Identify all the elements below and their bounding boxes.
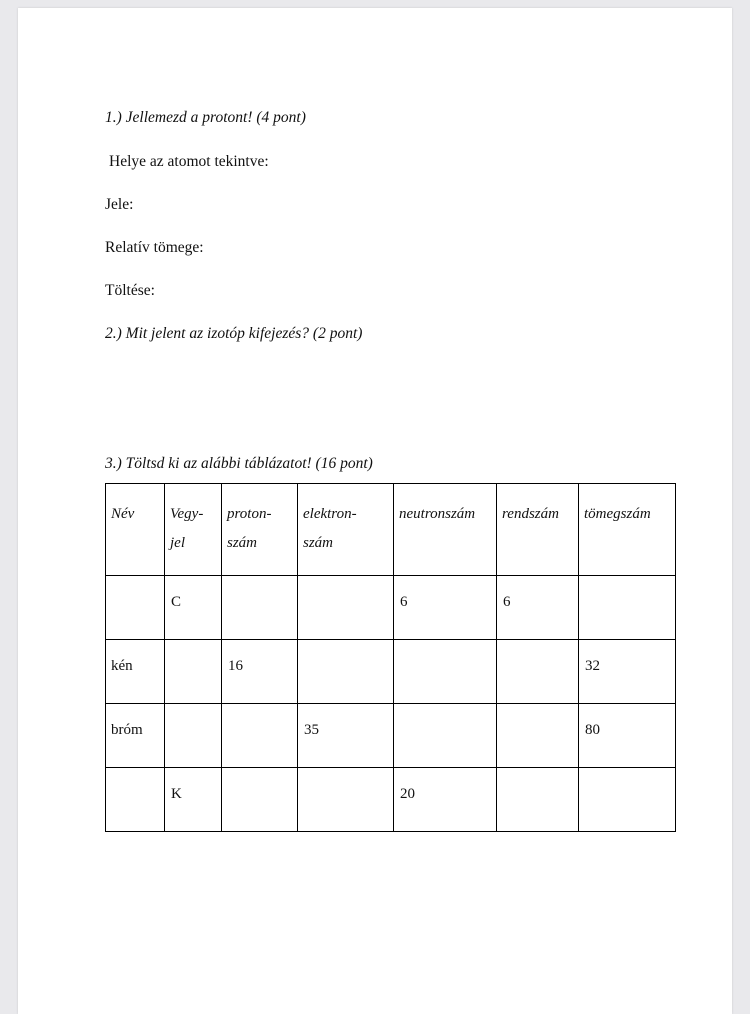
table-cell[interactable] — [298, 768, 394, 832]
table-cell[interactable]: 35 — [298, 704, 394, 768]
table-cell[interactable] — [106, 768, 165, 832]
table-cell[interactable]: 6 — [394, 576, 497, 640]
question-2-title: 2.) Mit jelent az izotóp kifejezés? (2 pont) — [105, 325, 363, 342]
header-electron-number: elektron- szám — [298, 484, 394, 576]
table-cell[interactable]: 32 — [579, 640, 676, 704]
header-proton-number: proton- szám — [222, 484, 298, 576]
header-atomic-number: rendszám — [497, 484, 579, 576]
header-neutron-number: neutronszám — [394, 484, 497, 576]
table-cell[interactable] — [165, 640, 222, 704]
table-cell[interactable] — [394, 640, 497, 704]
table-cell[interactable] — [222, 704, 298, 768]
table-row — [106, 704, 676, 768]
table-cell[interactable] — [222, 768, 298, 832]
table-cell[interactable] — [106, 576, 165, 640]
table-cell[interactable]: kén — [106, 640, 165, 704]
table-header-row — [106, 484, 676, 576]
table-cell[interactable]: 80 — [579, 704, 676, 768]
table-row — [106, 640, 676, 704]
header-mass-number: tömegszám — [579, 484, 676, 576]
table-cell[interactable] — [165, 704, 222, 768]
table-cell[interactable] — [579, 768, 676, 832]
table-cell[interactable] — [579, 576, 676, 640]
table-cell[interactable] — [222, 576, 298, 640]
question-1-title: 1.) Jellemezd a protont! (4 pont) — [105, 109, 306, 126]
header-symbol: Vegy- jel — [165, 484, 222, 576]
table-cell[interactable]: 6 — [497, 576, 579, 640]
proton-relative-mass-label: Relatív tömege: — [105, 239, 204, 256]
table-row — [106, 576, 676, 640]
table-row — [106, 768, 676, 832]
table-cell[interactable]: 16 — [222, 640, 298, 704]
table-cell[interactable]: 20 — [394, 768, 497, 832]
proton-symbol-label: Jele: — [105, 196, 134, 213]
question-3-title: 3.) Töltsd ki az alábbi táblázatot! (16 pont) — [105, 455, 373, 472]
table-cell[interactable] — [497, 640, 579, 704]
table-cell[interactable]: K — [165, 768, 222, 832]
table-cell[interactable] — [394, 704, 497, 768]
table-cell[interactable]: bróm — [106, 704, 165, 768]
proton-charge-label: Töltése: — [105, 282, 155, 299]
table-cell[interactable] — [298, 640, 394, 704]
table-cell[interactable] — [497, 768, 579, 832]
table-cell[interactable] — [497, 704, 579, 768]
proton-position-label: Helye az atomot tekintve: — [109, 153, 269, 170]
header-name: Név — [106, 484, 165, 576]
element-table — [105, 483, 676, 832]
table-cell[interactable]: C — [165, 576, 222, 640]
table-cell[interactable] — [298, 576, 394, 640]
document-page — [18, 8, 732, 1014]
